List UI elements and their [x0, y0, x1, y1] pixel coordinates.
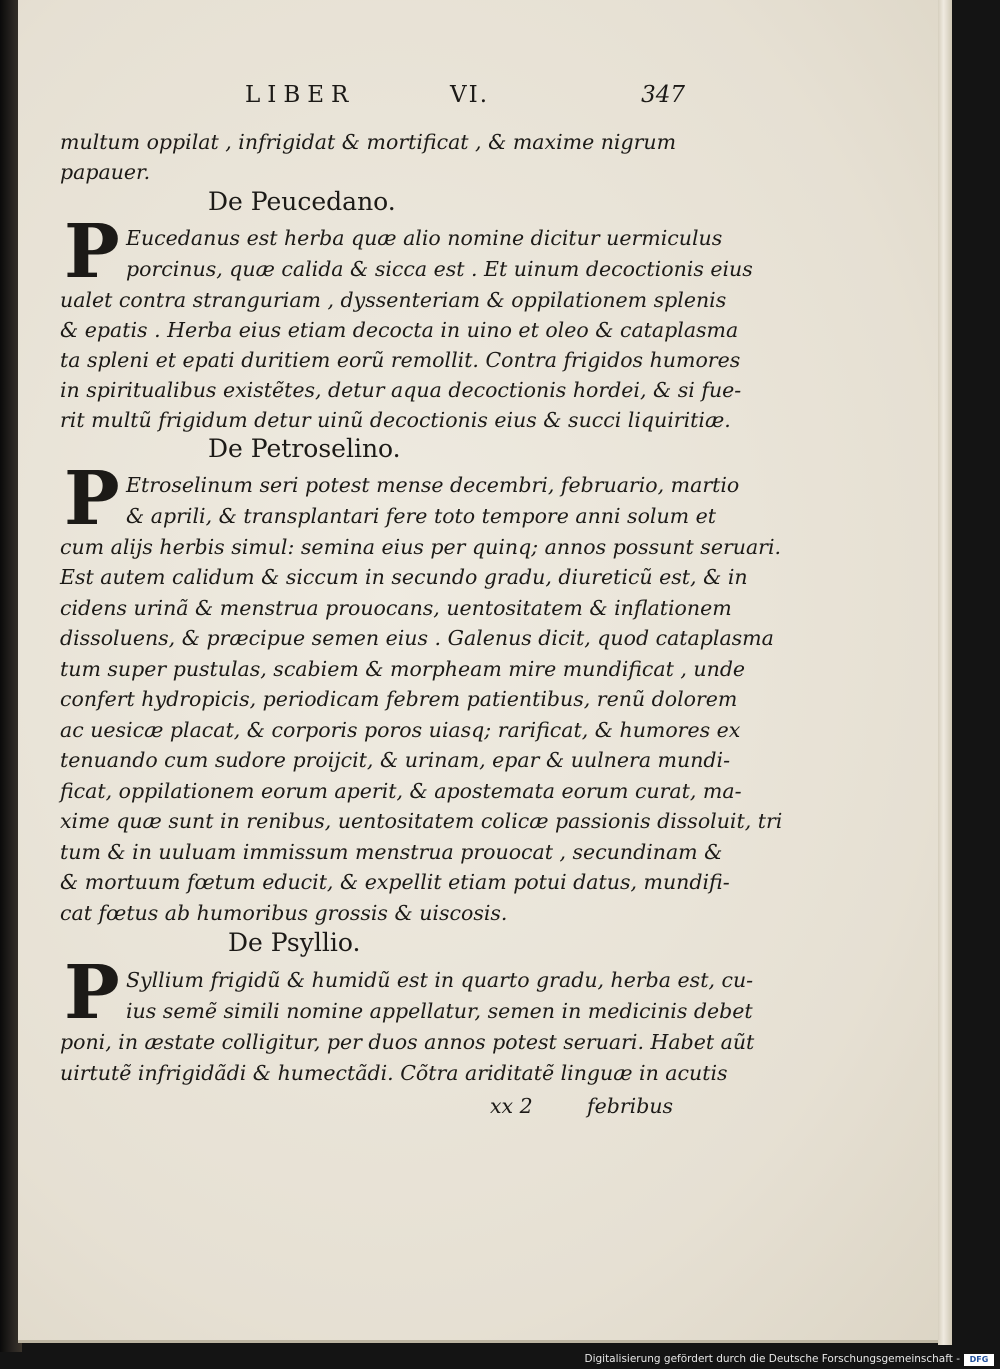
text-line: & epatis . Herba eius etiam decocta in uino et oleo & cataplasma: [60, 318, 739, 342]
text-line: & aprili, & transplantari fere toto tempore anni solum et: [126, 504, 717, 528]
text-line: cum alijs herbis simul: semina eius per quinq; annos possunt seruari.: [60, 535, 782, 559]
text-line: ta spleni et epati duritiem eorũ remollit. Contra frigidos humores: [60, 348, 741, 372]
text-line: tum super pustulas, scabiem & morpheam mire mundificat , unde: [60, 657, 746, 681]
text-line: uirtutẽ infrigidãdi & humectãdi. Cõtra ariditatẽ linguæ in acutis: [60, 1061, 728, 1085]
text-line: papauer.: [60, 160, 151, 184]
text-line: tenuando cum sudore proijcit, & urinam, epar & uulnera mundi-: [60, 748, 731, 772]
text-line: Etroselinum seri potest mense decembri, februario, martio: [126, 473, 740, 497]
drop-cap: P: [64, 209, 120, 295]
text-line: ius semẽ simili nomine appellatur, semen in medicinis debet: [126, 999, 753, 1023]
page-edge: [938, 0, 952, 1345]
text-line: & mortuum fœtum educit, & expellit etiam potui datus, mundifi-: [60, 870, 730, 894]
signature-mark: xx 2: [490, 1094, 533, 1118]
page-number: 347: [641, 82, 685, 108]
text-line: Syllium frigidũ & humidũ est in quarto gradu, herba est, cu-: [126, 968, 754, 992]
text-line: ualet contra stranguriam , dyssenteriam & oppilationem splenis: [60, 288, 727, 312]
dfg-logo: DFG: [964, 1354, 994, 1366]
text-line: multum oppilat , infrigidat & mortificat , & maxime nigrum: [60, 130, 677, 154]
text-line: poni, in æstate colligitur, per duos annos potest seruari. Habet aũt: [60, 1030, 755, 1054]
drop-cap: P: [64, 456, 120, 542]
text-line: dissoluens, & præcipue semen eius . Galenus dicit, quod cataplasma: [60, 626, 774, 650]
text-line: rit multũ frigidum detur uinũ decoctionis eius & succi liquiritiæ.: [60, 408, 731, 432]
catchword: febribus: [587, 1094, 674, 1118]
text-line: xime quæ sunt in renibus, uentositatem colicæ passionis dissoluit, tri: [60, 809, 783, 833]
section-heading: De Psyllio.: [228, 928, 361, 957]
text-line: porcinus, quæ calida & sicca est . Et uinum decoctionis eius: [126, 257, 753, 281]
section-heading: De Petroselino.: [208, 434, 401, 463]
running-header: [245, 82, 685, 112]
running-title: LIBER: [245, 82, 356, 108]
text-line: ficat, oppilationem eorum aperit, & apostemata eorum curat, ma-: [60, 779, 742, 803]
text-line: cat fœtus ab humoribus grossis & uiscosis.: [60, 901, 508, 925]
text-line: Eucedanus est herba quæ alio nomine dicitur uermiculus: [126, 226, 723, 250]
footer-credit: Digitalisierung gefördert durch die Deutsche Forschungsgemeinschaft -: [584, 1353, 960, 1365]
text-line: in spiritualibus existẽtes, detur aqua decoctionis hordei, & si fue-: [60, 378, 742, 402]
text-line: confert hydropicis, periodicam febrem patientibus, renũ dolorem: [60, 687, 738, 711]
section-heading: De Peucedano.: [208, 187, 396, 216]
drop-cap: P: [64, 950, 120, 1036]
text-line: ac uesicæ placat, & corporis poros uiasq; rarificat, & humores ex: [60, 718, 741, 742]
chapter-number: VI.: [450, 82, 490, 108]
text-line: cidens urinã & menstrua prouocans, uentositatem & inflationem: [60, 596, 732, 620]
text-line: Est autem calidum & siccum in secundo gradu, diureticũ est, & in: [60, 565, 748, 589]
text-line: tum & in uuluam immissum menstrua prouocat , secundinam &: [60, 840, 723, 864]
